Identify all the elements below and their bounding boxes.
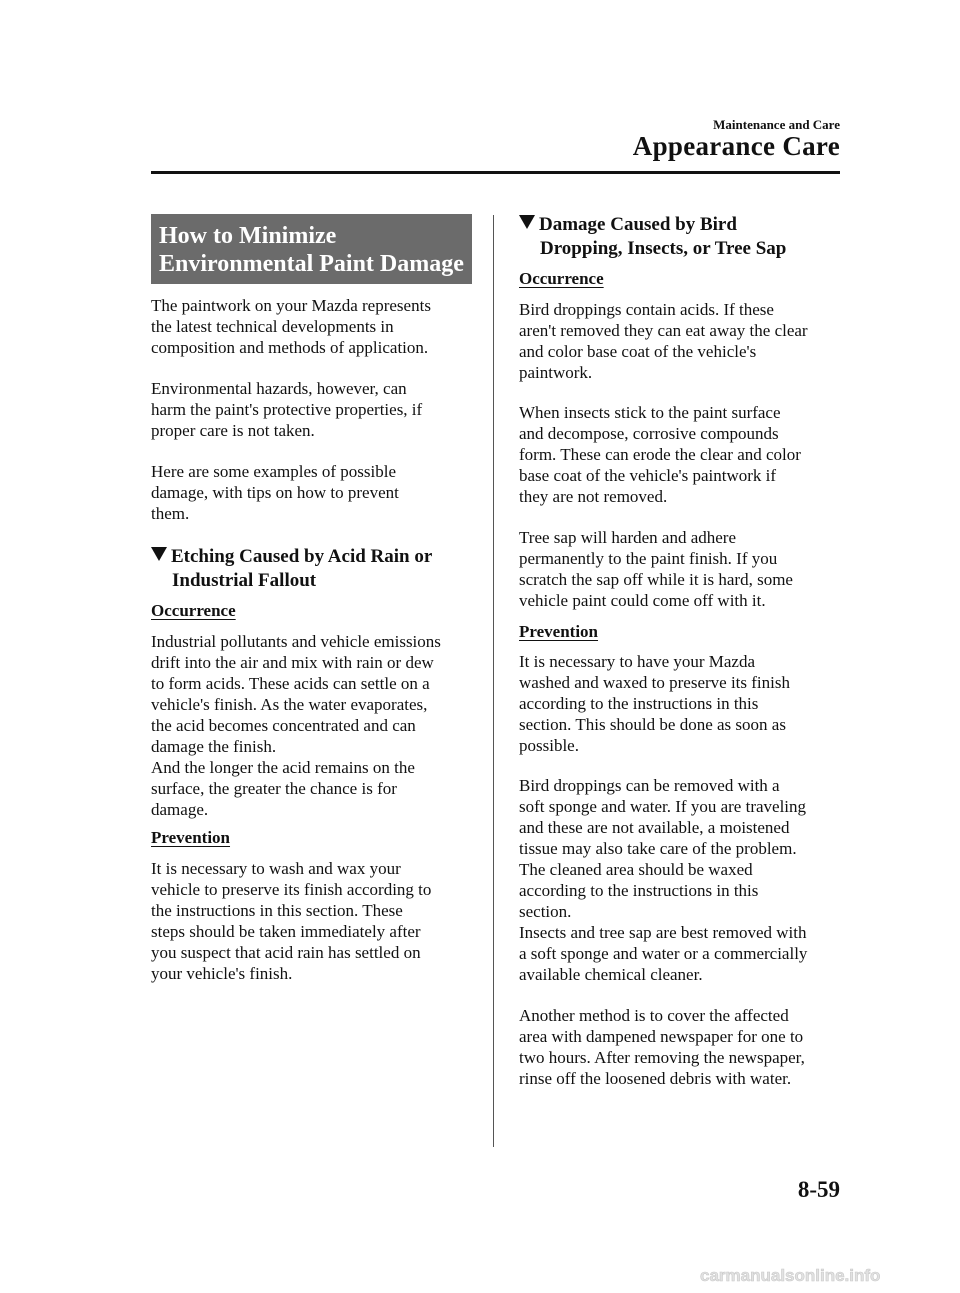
banner-line-1: How to Minimize xyxy=(159,223,337,249)
section-label: Maintenance and Care xyxy=(713,117,840,132)
intro-paragraph-1: The paintwork on your Mazda represents the latest technical developments in composition and methods of application. xyxy=(151,296,431,357)
occurrence-label: Occurrence xyxy=(519,269,604,288)
triangle-bullet-icon xyxy=(151,547,167,561)
etching-heading xyxy=(151,545,481,593)
banner-line-2: Environmental Paint Damage xyxy=(159,251,464,277)
bird-heading-line-2: Dropping, Insects, or Tree Sap xyxy=(540,238,787,259)
prevention-label: Prevention xyxy=(519,622,599,641)
prevention-text: It is necessary to wash and wax your vehicle to preserve its finish according to the instructions in this section. These steps should be taken immediately after you suspect that acid rain has settled on your vehicle's finish. xyxy=(151,859,432,983)
occurrence-paragraph-3: Tree sap will harden and adhere permanently to the paint finish. If you scratch the sap off while it is hard, some vehicle paint could come off with it. xyxy=(519,528,793,610)
etching-heading-line-2: Industrial Fallout xyxy=(172,570,317,591)
intro-paragraph-3: Here are some examples of possible damage, with tips on how to prevent them. xyxy=(151,462,399,523)
watermark-text: carmanualsonline.info xyxy=(700,1266,881,1285)
page-number: 8-59 xyxy=(797,1177,840,1202)
bird-heading-line-1: Damage Caused by Bird xyxy=(539,214,737,235)
triangle-bullet-icon xyxy=(519,215,535,229)
prevention-paragraph-3: Another method is to cover the affected area with dampened newspaper for one to two hours. After removing the newspaper, rinse off the loosened debris with water. xyxy=(519,1006,805,1088)
watermark-logo xyxy=(700,1265,920,1287)
intro-paragraph-2: Environmental hazards, however, can harm the paint's protective properties, if proper care is not taken. xyxy=(151,379,423,440)
occurrence-paragraph-1: Bird droppings contain acids. If these aren't removed they can eat away the clear and color base coat of the vehicle's paintwork. xyxy=(519,300,808,382)
prevention-paragraph-2: Bird droppings can be removed with a soft sponge and water. If you are traveling and these are not available, a moistened tissue may also take care of the problem. The cleaned area should be waxed according to the instructions in this section. Insects and tree sap are best removed with a soft sponge and water or a commercially available chemical cleaner. xyxy=(519,776,808,984)
etching-heading-line-1: Etching Caused by Acid Rain or xyxy=(171,546,433,567)
prevention-label: Prevention xyxy=(151,828,231,847)
occurrence-label: Occurrence xyxy=(151,601,236,620)
occurrence-paragraph-2: When insects stick to the paint surface and decompose, corrosive compounds form. These can erode the clear and color base coat of the vehicle's paintwork if they are not removed. xyxy=(519,403,801,506)
prevention-paragraph-1: It is necessary to have your Mazda washed and waxed to preserve its finish according to the instructions in this section. This should be done as soon as possible. xyxy=(519,652,790,755)
section-banner xyxy=(151,214,472,284)
bird-heading xyxy=(519,213,849,261)
column-divider xyxy=(493,215,494,1147)
page-title: Appearance Care xyxy=(632,131,840,161)
header-rule xyxy=(151,171,840,174)
occurrence-text: Industrial pollutants and vehicle emissions drift into the air and mix with rain or dew to form acids. These acids can settle on a vehicle's finish. As the water evaporates, the acid becomes concentrated and can damage the finish. And the longer the acid remains on the surface, the greater the chance is for damage. xyxy=(151,632,441,819)
